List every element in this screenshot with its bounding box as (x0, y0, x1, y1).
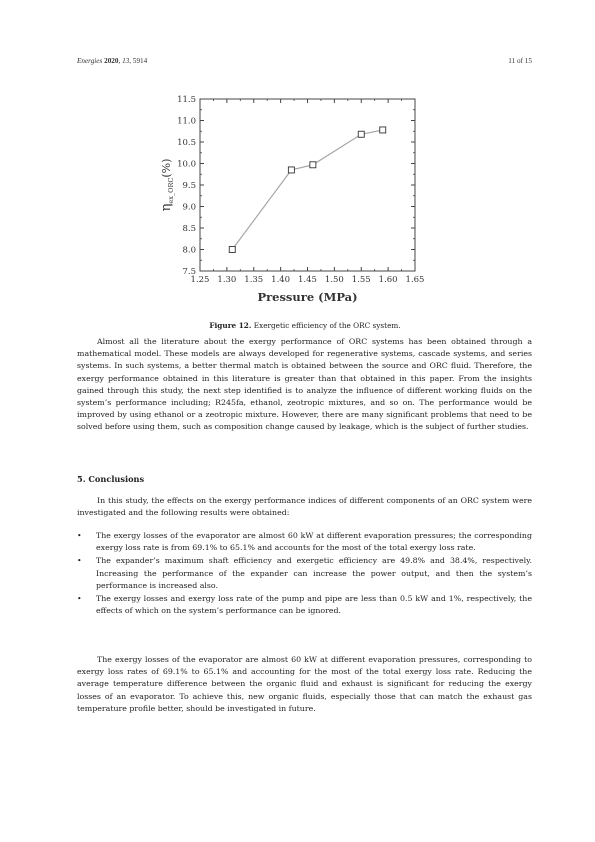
bullet-item (77, 530, 532, 554)
running-head-citation: Energies 2020, 13, 5914 (77, 57, 148, 65)
plot-frame (200, 99, 415, 271)
y-tick-label: 9.5 (182, 181, 196, 191)
bullet-item (77, 555, 532, 592)
journal-year: 2020 (104, 57, 119, 65)
x-tick-label: 1.35 (244, 275, 264, 285)
figure-caption (77, 321, 533, 330)
bullet-dot-icon: • (77, 594, 82, 604)
bullet-item (77, 593, 532, 617)
y-label-subscript: ex_ORC (167, 177, 175, 204)
y-tick-label: 7.5 (182, 267, 196, 277)
exergetic-efficiency-chart (150, 84, 450, 314)
journal-volume: 13 (122, 57, 130, 65)
body-paragraph-3 (77, 654, 532, 715)
y-label-symbol: η (159, 203, 174, 212)
body-paragraph-2 (77, 495, 532, 519)
x-tick-label: 1.55 (351, 275, 371, 285)
x-tick-label: 1.25 (190, 275, 210, 285)
paragraph-1-text: Almost all the literature about the exergy performance of ORC systems has been obtained through a mathematical model. These models are always developed for regenerative systems, cascade systems, and series systems. In such systems, a better thermal match is obtained between the source and ORC fluid. Therefore, the exergy performance obtained in this literature is greater than that obtained in this paper. From the insights gained through this study, the next step identified is to analyze the influence of different working fluids on the system’s performance including; R245fa, ethanol, zeotropic mixtures, and so on. The performance would be improved by using ethanol or a zeotropic mixture. However, there are many significant problems that need to be solved before using them, such as composition change caused by leakage, which is the subject of further studies. (77, 337, 532, 432)
y-tick-label: 9.0 (182, 202, 196, 213)
y-tick-label: 8.0 (182, 245, 196, 256)
bullet-dot-icon: • (77, 556, 82, 566)
body-paragraph-1 (77, 336, 532, 434)
y-tick-label: 10.0 (177, 159, 196, 170)
figure-caption-text: Exergetic efficiency of the ORC system. (251, 321, 401, 330)
section-heading-conclusions: 5. Conclusions (77, 474, 145, 484)
x-tick-label: 1.45 (298, 275, 317, 285)
series-line (232, 130, 383, 250)
y-tick-label: 10.5 (177, 138, 196, 148)
bullet-2-text: The expander’s maximum shaft efficiency and exergetic efficiency are 49.8% and 38.4%, respectively. Increasing the performance of the expander can increase the power output, and then the system’s performance is increased also. (96, 556, 532, 590)
figure-label: Figure 12. (209, 321, 252, 330)
chart-series (229, 127, 386, 253)
x-tick-label: 1.50 (324, 275, 344, 285)
paragraph-3-text: The exergy losses of the evaporator are almost 60 kW at different evaporation pressures, corresponding to exergy loss rates of 69.1% to 65.1% and accounting for the most of the total exergy loss rate. Reducing the average temperature difference between the organic fluid and exhaust is significant for reducing the exergy losses of an evaporator. To achieve this, new organic fluids, especially those that can match the exhaust gas temperature profile better, should be investigated in future. (77, 655, 532, 713)
x-tick-label: 1.40 (271, 275, 291, 285)
paragraph-2-text: In this study, the effects on the exergy performance indices of different components of an ORC system were investigated and the following results were obtained: (77, 496, 532, 518)
bullet-1-text: The exergy losses of the evaporator are almost 60 kW at different evaporation pressures; the corresponding exergy loss rate is from 69.1% to 65.1% and accounts for the most of the total exergy loss rate. (96, 531, 532, 553)
x-tick-label: 1.30 (217, 275, 237, 285)
data-point-marker (380, 127, 386, 133)
chart-ticks (177, 95, 424, 285)
data-point-marker (310, 162, 316, 168)
page-number: 11 of 15 (508, 57, 532, 65)
y-tick-label: 11.5 (177, 95, 196, 105)
article-number: 5914 (132, 57, 148, 65)
conclusion-bullet-list (77, 530, 532, 617)
chart-axes (200, 99, 415, 271)
y-axis-label (159, 159, 175, 212)
x-tick-label: 1.60 (378, 275, 398, 285)
data-point-marker (358, 131, 364, 137)
y-label-unit: (%) (160, 158, 173, 178)
data-point-marker (229, 247, 235, 253)
data-point-marker (288, 167, 294, 173)
bullet-dot-icon: • (77, 531, 82, 540)
x-axis-label: Pressure (MPa) (257, 290, 358, 304)
y-tick-label: 11.0 (177, 116, 196, 127)
bullet-3-text: The exergy losses and exergy loss rate of the pump and pipe are less than 0.5 kW and 1%, respectively, the effects of which on the system’s performance can be ignored. (96, 594, 532, 616)
journal-name: Energies (77, 57, 103, 65)
x-tick-label: 1.65 (405, 275, 425, 285)
y-tick-label: 8.5 (182, 224, 196, 234)
